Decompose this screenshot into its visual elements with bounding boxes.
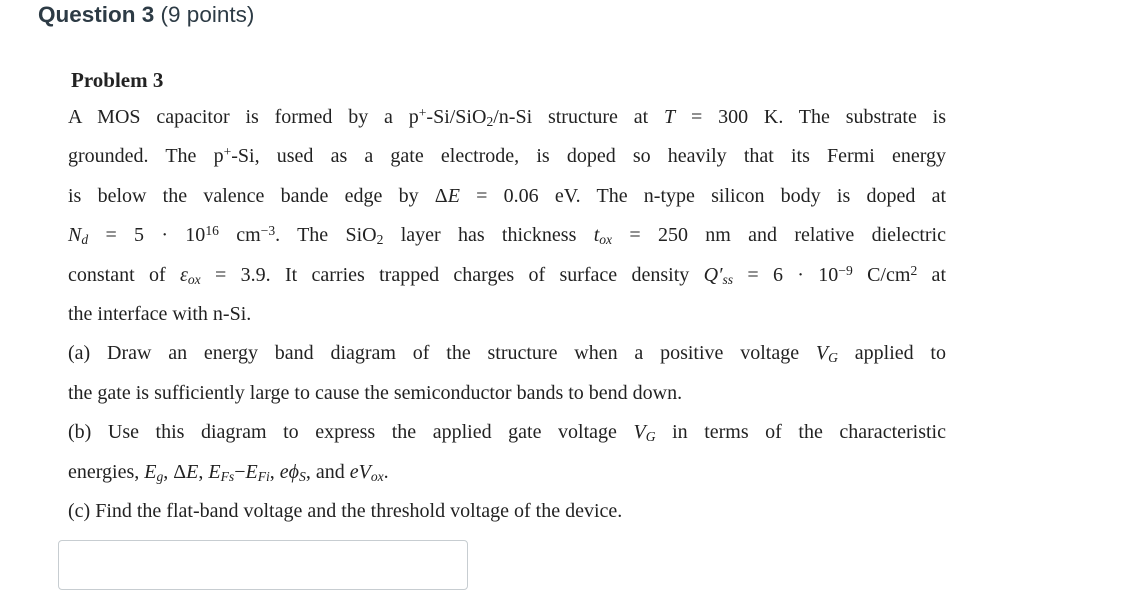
problem-line-3: is below the valence bande edge by ΔE = 0.06 eV. The n-type silicon body is doped at bbox=[68, 184, 947, 207]
problem-line-6: the interface with n-Si. bbox=[68, 302, 252, 325]
part-b-line-2: energies, $E_g$, ΔE, $E_{Fs}-E_{Fi}$, $e\phi_S$, and $eV_{ox}$. bbox=[68, 460, 389, 484]
problem-line-4: $N_d = 5 \cdot 10^{16}$ $cm^{-3}$. The SiO$_2$ layer has thickness $t_{ox} = 250$ nm and relative dielectric bbox=[68, 223, 946, 248]
question-header bbox=[38, 0, 254, 34]
answer-input[interactable] bbox=[58, 540, 468, 590]
part-c-line-1: (c) Find the flat-band voltage and the threshold voltage of the device. bbox=[68, 499, 623, 522]
question-points: (9 points) bbox=[160, 2, 255, 27]
problem-content bbox=[68, 62, 946, 531]
problem-line-1: A MOS capacitor is formed by a p+-Si/SiO$_2$/n-Si structure at T = 300 K. The substrate is bbox=[68, 104, 946, 129]
problem-line-5: constant of $\varepsilon_{ox} = 3.9$. It carries trapped charges of surface density $Q'_{ss} = 6 \cdot 10^{-9}$ $C/cm^2$ at bbox=[68, 262, 946, 287]
part-a-line-1: (a) Draw an energy band diagram of the structure when a positive voltage $V_G$ applied to bbox=[68, 342, 946, 366]
question-title: Question 3 bbox=[38, 2, 155, 27]
problem-heading: Problem 3 bbox=[71, 68, 164, 92]
problem-line-2: grounded. The p+-Si, used as a gate electrode, is doped so heavily that its Fermi energy bbox=[68, 144, 946, 168]
part-b-line-1: (b) Use this diagram to express the applied gate voltage $V_G$ in terms of the characteristic bbox=[68, 421, 946, 445]
part-a-line-2: the gate is sufficiently large to cause the semiconductor bands to bend down. bbox=[68, 381, 683, 404]
